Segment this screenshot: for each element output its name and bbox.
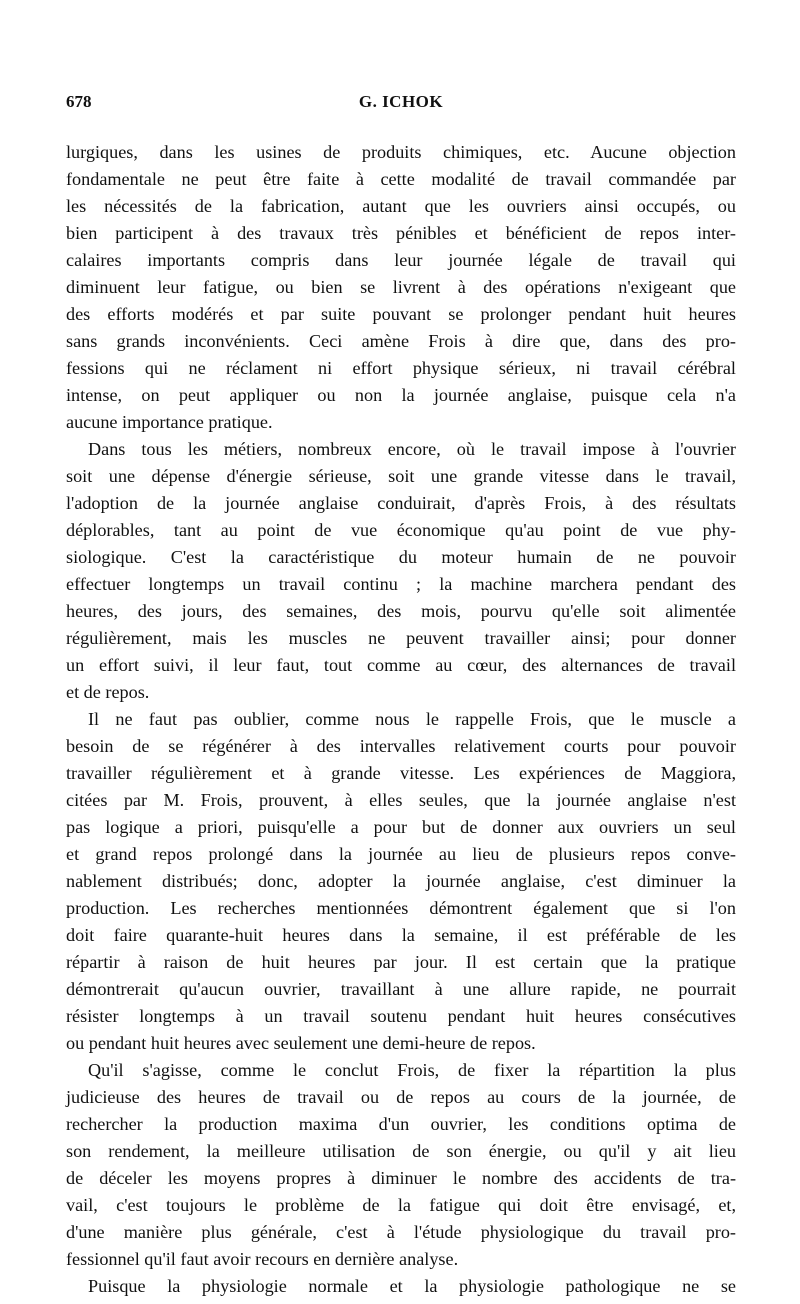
text-line: Qu'il s'agisse, comme le conclut Frois, de fixer la répartition la plus [88, 1060, 736, 1080]
body-text [66, 139, 736, 1300]
text-line: et de repos. [66, 682, 150, 702]
text-line: aucune importance pratique. [66, 412, 273, 432]
text-line: démontrerait qu'aucun ouvrier, travaillant à une allure rapide, ne pourrait [66, 979, 736, 999]
text-line: diminuent leur fatigue, ou bien se livrent à des opérations n'exigeant que [66, 277, 736, 297]
text-line: nablement distribués; donc, adopter la journée anglaise, c'est diminuer la [66, 871, 736, 891]
text-line: fessions qui ne réclament ni effort physique sérieux, ni travail cérébral [66, 358, 736, 378]
text-line: résister longtemps à un travail soutenu pendant huit heures consécutives [66, 1006, 736, 1026]
text-line: citées par M. Frois, prouvent, à elles seules, que la journée anglaise n'est [66, 790, 736, 810]
text-line: et grand repos prolongé dans la journée au lieu de plusieurs repos conve- [66, 844, 736, 864]
text-line: un effort suivi, il leur faut, tout comme au cœur, des alternances de travail [66, 655, 736, 675]
text-line: les nécessités de la fabrication, autant que les ouvriers ainsi occupés, ou [66, 196, 736, 216]
text-line: heures, des jours, des semaines, des mois, pourvu qu'elle soit alimentée [66, 601, 736, 621]
text-line: Dans tous les métiers, nombreux encore, où le travail impose à l'ouvrier [88, 439, 736, 459]
text-line: vail, c'est toujours le problème de la fatigue qui doit être envisagé, et, [66, 1195, 736, 1215]
text-line: doit faire quarante-huit heures dans la semaine, il est préférable de les [66, 925, 736, 945]
text-line: d'une manière plus générale, c'est à l'étude physiologique du travail pro- [66, 1222, 736, 1242]
text-line: judicieuse des heures de travail ou de repos au cours de la journée, de [66, 1087, 736, 1107]
page-header [66, 92, 736, 116]
text-line: fondamentale ne peut être faite à cette modalité de travail commandée par [66, 169, 736, 189]
text-line: travailler régulièrement et à grande vitesse. Les expériences de Maggiora, [66, 763, 736, 783]
text-line: de déceler les moyens propres à diminuer le nombre des accidents de tra- [66, 1168, 736, 1188]
text-line: calaires importants compris dans leur journée légale de travail qui [66, 250, 736, 270]
text-line: effectuer longtemps un travail continu ; la machine marchera pendant des [66, 574, 736, 594]
text-line: répartir à raison de huit heures par jour. Il est certain que la pratique [66, 952, 736, 972]
text-line: des efforts modérés et par suite pouvant se prolonger pendant huit heures [66, 304, 736, 324]
text-line: déplorables, tant au point de vue économique qu'au point de vue phy- [66, 520, 736, 540]
text-line: Puisque la physiologie normale et la physiologie pathologique ne se [88, 1276, 736, 1296]
text-line: ou pendant huit heures avec seulement une demi-heure de repos. [66, 1033, 536, 1053]
text-line: besoin de se régénérer à des intervalles relativement courts pour pouvoir [66, 736, 736, 756]
text-line: bien participent à des travaux très pénibles et bénéficient de repos inter- [66, 223, 736, 243]
text-line: production. Les recherches mentionnées démontrent également que si l'on [66, 898, 736, 918]
text-line: rechercher la production maxima d'un ouvrier, les conditions optima de [66, 1114, 736, 1134]
text-line: son rendement, la meilleure utilisation de son énergie, ou qu'il y ait lieu [66, 1141, 736, 1161]
text-line: sans grands inconvénients. Ceci amène Frois à dire que, dans des pro- [66, 331, 736, 351]
text-line: l'adoption de la journée anglaise conduirait, d'après Frois, à des résultats [66, 493, 736, 513]
text-line: pas logique a priori, puisqu'elle a pour but de donner aux ouvriers un seul [66, 817, 736, 837]
page-number: 678 [66, 92, 92, 111]
text-line: régulièrement, mais les muscles ne peuvent travailler ainsi; pour donner [66, 628, 736, 648]
text-line: lurgiques, dans les usines de produits chimiques, etc. Aucune objection [66, 142, 736, 162]
text-line: intense, on peut appliquer ou non la journée anglaise, puisque cela n'a [66, 385, 736, 405]
text-line: fessionnel qu'il faut avoir recours en dernière analyse. [66, 1249, 459, 1269]
text-line: Il ne faut pas oublier, comme nous le rappelle Frois, que le muscle a [88, 709, 736, 729]
running-head: G. ICHOK [358, 92, 444, 111]
text-line: siologique. C'est la caractéristique du moteur humain de ne pouvoir [66, 547, 736, 567]
text-line: soit une dépense d'énergie sérieuse, soit une grande vitesse dans le travail, [66, 466, 736, 486]
